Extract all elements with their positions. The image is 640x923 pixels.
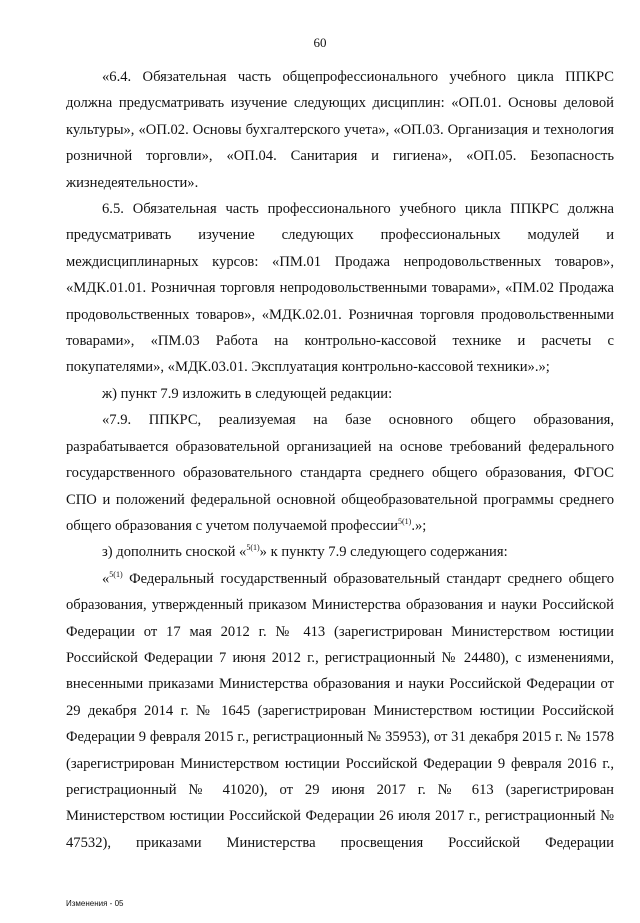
footnote-mark: 5(1) <box>246 543 260 553</box>
paragraph-6-5: 6.5. Обязательная часть профессионального учебного цикла ППКРС должна предусматривать изучение следующих профессиональных модулей и междисциплинарных курсов: «ПМ.01 Продажа непродовольственных товаров», «МДК.01.01. Розничная торговля непродовольственными товарами», «ПМ.02 Продажа продовольственных товаров», «МДК.02.01. Розничная торговля продовольственными товарами», «ПМ.03 Работа на контрольно-кассовой технике и расчеты с покупателями», «МДК.03.01. Эксплуатация контрольно-кассовой техники».»; <box>66 201 614 376</box>
paragraph-footnote <box>66 566 614 856</box>
paragraph-item-z <box>66 539 614 565</box>
paragraph-6-4: «6.4. Обязательная часть общепрофессионального учебного цикла ППКРС должна предусматривать изучение следующих дисциплин: «ОП.01. Основы деловой культуры», «ОП.02. Основы бухгалтерского учета», «ОП.03. Организация и технология розничной торговли», «ОП.04. Санитария и гигиена», «ОП.05. Безопасность жизнедеятельности». <box>66 69 614 191</box>
paragraph-7-9 <box>66 407 614 539</box>
footnote-lead: « <box>102 570 110 587</box>
footnote-mark: 5(1) <box>109 569 123 579</box>
paragraph-z-text: з) дополнить сноской « <box>102 544 247 561</box>
paragraph-z-tail: » к пункту 7.9 следующего содержания: <box>259 544 508 561</box>
footnote-text: Федеральный государственный образовательный стандарт среднего общего образования, утвержденный приказом Министерства образования и науки Российской Федерации от 17 мая 2012 г. № 413 (зарегистрирован Министерством юстиции Российской Федерации 7 июня 2012 г., регистрационный № 24480), с изменениями, внесенными приказами Министерства образования и науки Российской Федерации от 29 декабря 2014 г. № 1645 (зарегистрирован Министерством юстиции Российской Федерации 9 февраля 2015 г., регистрационный № 35953), от 31 декабря 2015 г. № 1578 (зарегистрирован Министерством юстиции Российской Федерации 9 февраля 2016 г., регистрационный № 41020), от 29 июня 2017 г. № 613 (зарегистрирован Министерством юстиции Российской Федерации 26 июля 2017 г., регистрационный № 47532), приказами Министерства просвещения Российской Федерации <box>66 570 614 851</box>
paragraph-7-9-text: «7.9. ППКРС, реализуемая на базе основного общего образования, разрабатывается образовательной организацией на основе требований федерального государственного образовательного стандарта среднего общего образования, ФГОС СПО и положений федеральной основной общеобразовательной программы среднего общего образования с учетом получаемой профессии <box>66 412 614 534</box>
paragraph-item-zh: ж) пункт 7.9 изложить в следующей редакции: <box>102 385 393 402</box>
paragraph-7-9-tail: .»; <box>411 517 427 534</box>
page-footer: Изменения - 05 <box>66 899 124 908</box>
document-body <box>66 64 614 856</box>
footnote-mark: 5(1) <box>398 516 412 526</box>
page-number: 60 <box>313 35 327 50</box>
